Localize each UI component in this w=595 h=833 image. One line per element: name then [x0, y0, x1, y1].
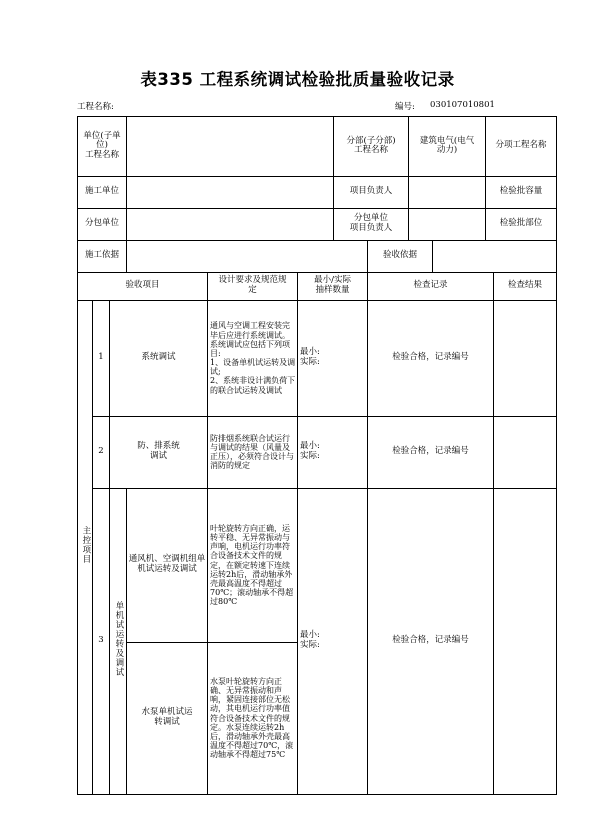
sub-item-requirement: 水泵叶轮旋转方向正确、无异常振动和声响，紧固连接部位无松动，其电机运行功率值符合设备技术文件的规定。水泵连续运转2h后，滑动轴承外壳最高温度不得超过70℃，滚动轴承不得超过75℃	[208, 642, 298, 794]
project-leader-label: 项目负责人	[334, 176, 409, 208]
sub-group-label: 单机试运转及调试	[110, 488, 127, 794]
item-record: 检验合格，记录编号	[368, 300, 494, 416]
item-no: 2	[93, 416, 110, 488]
header-sampling: 最小/实际 抽样数量	[298, 272, 368, 300]
item-sampling[interactable]	[298, 488, 368, 794]
batch-capacity-label: 检验批容量	[486, 176, 557, 208]
sampling-min-label: 最小:	[300, 441, 320, 452]
sub-item-requirement: 叶轮旋转方向正确，运转平稳、无异常振动与声响，电机运行功率符合设备技术文件的规定，在额定转速下连续运转2h后，滑动轴承外壳最高温度不得超过70℃；滚动轴承不得超过80℃	[208, 488, 298, 642]
item-requirement: 通风与空调工程安装完毕后应进行系统调试。系统调试应包括下列项目: 1、设备单机试运转及调试; 2、系统非设计满负荷下的联合试运转及调试	[208, 300, 298, 416]
construction-unit-label: 施工单位	[78, 176, 127, 208]
subcontract-unit-value[interactable]	[127, 208, 334, 240]
acceptance-record-table	[77, 116, 557, 795]
division-name-label: 分部(子分部) 工程名称	[334, 117, 409, 177]
batch-location-label: 检验批部位	[486, 208, 557, 240]
item-result[interactable]	[494, 300, 557, 416]
header-requirement: 设计要求及规范规 定	[208, 272, 298, 300]
unit-name-value[interactable]	[127, 117, 334, 177]
item-sampling[interactable]	[298, 300, 368, 416]
item-result[interactable]	[494, 416, 557, 488]
unit-name-label: 单位(子单位) 工程名称	[78, 117, 127, 177]
subcontract-unit-label: 分包单位	[78, 208, 127, 240]
item-record: 检验合格，记录编号	[368, 416, 494, 488]
item-sampling[interactable]	[298, 416, 368, 488]
code-value: 030107010801	[430, 100, 495, 110]
header-result: 检查结果	[494, 272, 557, 300]
division-name-value: 建筑电气(电气 动力)	[409, 117, 486, 177]
subcontract-leader-label: 分包单位 项目负责人	[334, 208, 409, 240]
project-name-label: 工程名称:	[77, 102, 114, 112]
item-no: 1	[93, 300, 110, 416]
header-item: 验收项目	[78, 272, 208, 300]
construction-basis-label: 施工依据	[78, 240, 127, 272]
construction-basis-value[interactable]	[127, 240, 368, 272]
item-no: 3	[93, 488, 110, 794]
main-control-label: 主控项目	[78, 300, 93, 794]
item-result[interactable]	[494, 488, 557, 794]
sampling-actual-label: 实际:	[300, 357, 320, 368]
sampling-min-label: 最小:	[300, 347, 320, 358]
construction-unit-value[interactable]	[127, 176, 334, 208]
project-leader-value[interactable]	[409, 176, 486, 208]
page-title: 表335 工程系统调试检验批质量验收记录	[140, 70, 455, 89]
item-record: 检验合格，记录编号	[368, 488, 494, 794]
header-record: 检查记录	[368, 272, 494, 300]
sampling-min-label: 最小:	[300, 630, 320, 641]
code-label: 编号:	[395, 102, 415, 112]
item-name: 防、排系统 调试	[110, 416, 208, 488]
item-requirement: 防排烟系统联合试运行与调试的结果（风量及正压），必须符合设计与消防的规定	[208, 416, 298, 488]
sampling-actual-label: 实际:	[300, 640, 320, 651]
sub-item-label: 分项工程名称	[486, 117, 557, 177]
sub-item-name: 水泵单机试运 转调试	[127, 642, 208, 794]
acceptance-basis-value[interactable]	[433, 240, 557, 272]
item-name: 系统调试	[110, 300, 208, 416]
sampling-actual-label: 实际:	[300, 451, 320, 462]
acceptance-basis-label: 验收依据	[368, 240, 433, 272]
subcontract-leader-value[interactable]	[409, 208, 486, 240]
sub-item-name: 通风机、空调机组单机试运转及调试	[127, 488, 208, 642]
